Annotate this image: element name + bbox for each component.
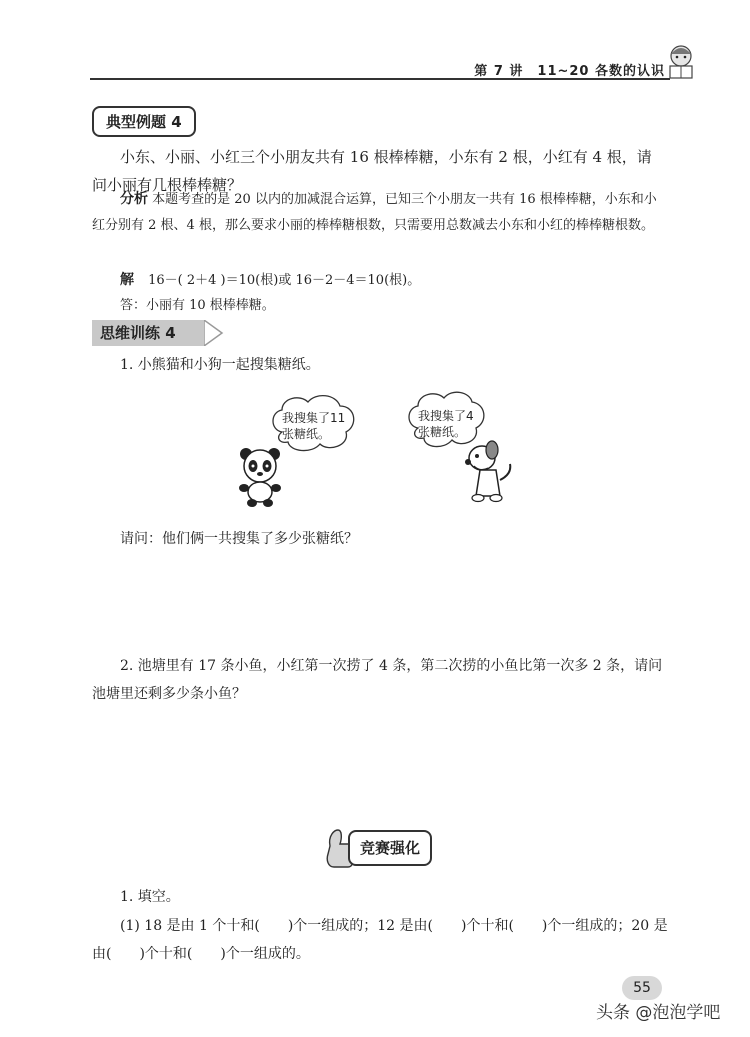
- page-number: 55: [622, 976, 662, 1000]
- example-solution: [92, 266, 664, 295]
- dog-icon: [462, 440, 516, 504]
- example-answer: 答：小丽有 10 根棒棒糖。: [120, 298, 275, 313]
- chapter-title: 第 7 讲 11~20 各数的认识: [474, 64, 665, 79]
- dog-bubble-line1: 我搜集了4: [418, 409, 474, 423]
- training-q1-question: 请问：他们俩一共搜集了多少张糖纸？: [120, 531, 358, 547]
- arrow-tab-icon: [204, 320, 224, 346]
- solution-label: 解: [120, 272, 134, 288]
- example-problem: 小东、小丽、小红三个小朋友共有 16 根棒棒糖，小东有 2 根，小红有 4 根，请问小丽有几根棒棒糖？: [92, 148, 652, 194]
- contest-item1: 1. 填空。: [120, 889, 180, 905]
- contest-title: 竞赛强化: [348, 830, 432, 866]
- panda-bubble-line2: 张糖纸。: [282, 427, 331, 441]
- training-title: 思维训练 4: [92, 320, 204, 346]
- reading-kid-icon: [664, 44, 698, 80]
- example-title: 典型例题 4: [92, 106, 196, 137]
- dog-bubble-line2: 张糖纸。: [418, 425, 467, 439]
- example-analysis: [92, 186, 664, 239]
- panda-bubble-line1: 我搜集了11: [282, 411, 346, 425]
- training-q2: 2. 池塘里有 17 条小鱼，小红第一次捞了 4 条，第二次捞的小鱼比第一次多 2 条，请问池塘里还剩多少条小鱼？: [92, 658, 663, 702]
- solution-text: 16－( 2＋4 )＝10(根)或 16－2－4＝10(根)。: [148, 273, 421, 288]
- dog-bubble-text: [418, 408, 474, 440]
- watermark: 头条 @泡泡学吧: [596, 1003, 721, 1023]
- analysis-text: 本题考查的是 20 以内的加减混合运算，已知三个小朋友一共有 16 根棒棒糖，小东和小红分别有 2 根、4 根，那么要求小丽的棒棒糖根数，只需要用总数减去小东和小红的棒棒糖根数。: [92, 192, 657, 233]
- contest-item1-sub: (1) 18 是由 1 个十和( )个一组成的；12 是由( )个十和( )个一组成的；20 是由( )个十和( )个一组成的。: [92, 918, 668, 962]
- analysis-label: 分析: [120, 191, 148, 207]
- header-rule: [90, 78, 670, 80]
- training-q1: 1. 小熊猫和小狗一起搜集糖纸。: [120, 357, 320, 373]
- panda-icon: [236, 446, 286, 508]
- panda-bubble-text: [282, 410, 345, 442]
